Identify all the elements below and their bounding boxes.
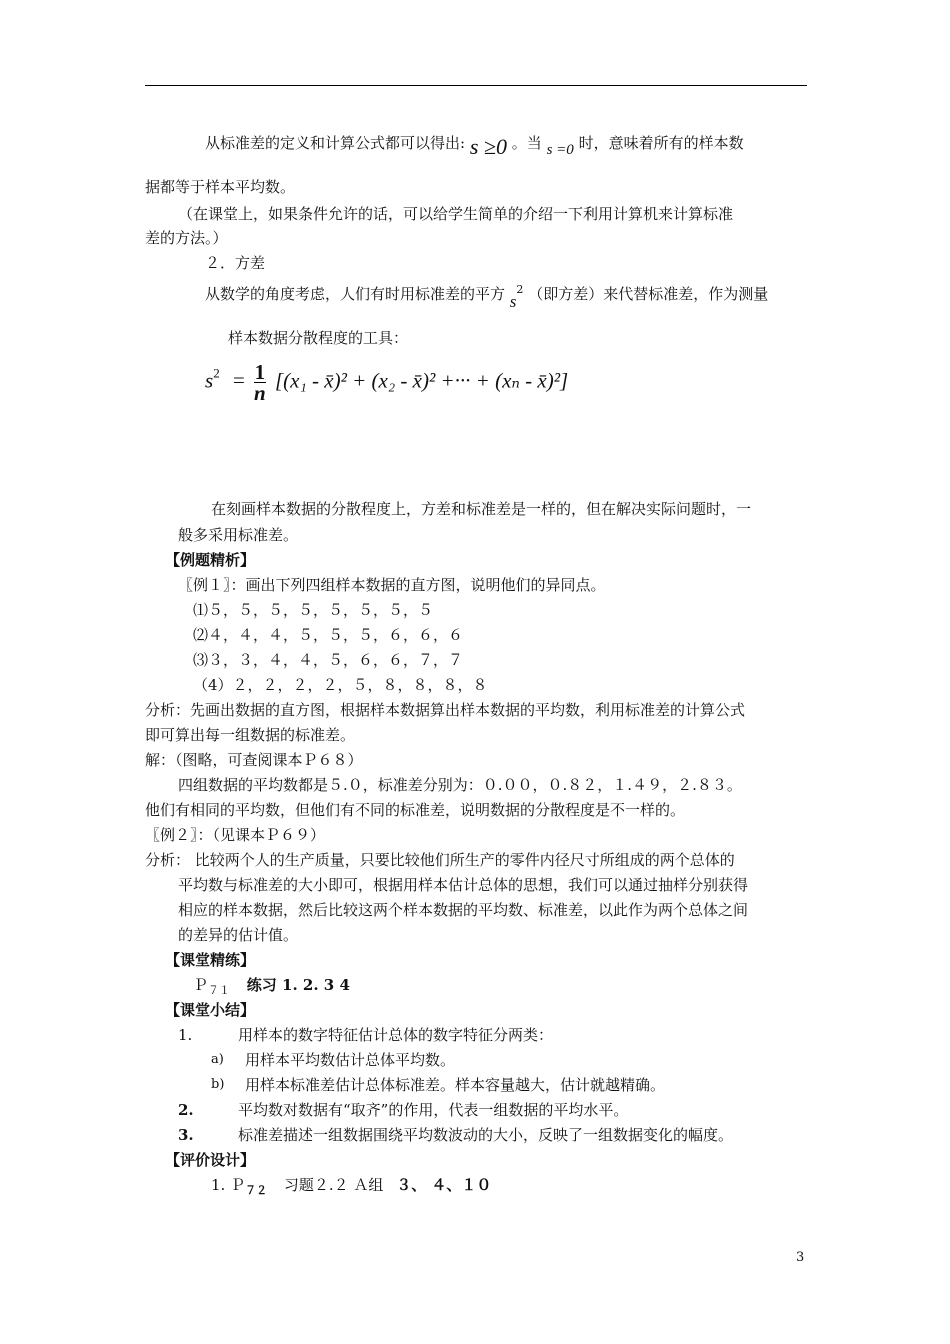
section-heading: ２．方差	[205, 254, 266, 272]
exercise-numbers: ３、 ４、１０	[396, 1176, 492, 1194]
fraction-numerator: 1	[254, 360, 266, 384]
text-line	[205, 280, 769, 311]
text-line: 的差异的估计值。	[178, 926, 299, 944]
summary-text: 标准差描述一组数据围绕平均数波动的大小，反映了一组数据变化的幅度。	[238, 1126, 734, 1144]
text-line: 分析：先画出数据的直方图，根据样本数据算出样本数据的平均数，利用标准差的计算公式	[145, 701, 746, 719]
text-line: 四组数据的平均数都是５.０，标准差分别为：０.００，０.８２，１.４９，２.８３。	[178, 776, 742, 794]
text-segment: 1. Ｐ	[211, 1176, 246, 1194]
text-line: 样本数据分散程度的工具：	[228, 329, 409, 347]
summary-subnumber: a)	[211, 1052, 224, 1067]
page-number: 3	[796, 1250, 805, 1265]
practice-line	[193, 975, 350, 1001]
text-line: 〖例１〗：画出下列四组样本数据的直方图，说明他们的异同点。	[178, 576, 606, 594]
section-heading: 【例题精析】	[165, 551, 256, 569]
data-row: ⑵４，４，４，５，５，５，６，６，６	[193, 626, 464, 644]
summary-text: 平均数对数据有“取齐”的作用，代表一组数据的平均水平。	[238, 1101, 629, 1119]
summary-text: 用样本标准差估计总体标准差。样本容量越大，估计就越精确。	[245, 1076, 666, 1094]
assignment-line	[211, 1175, 491, 1201]
text-line: 分析： 比较两个人的生产质量，只要比较他们所生产的零件内径尺寸所组成的两个总体的	[145, 851, 735, 869]
variance-formula	[205, 362, 568, 403]
data-row: ⑶３，３，４，４，５，６，６，７，７	[193, 651, 464, 669]
section-heading: 【课堂小结】	[165, 1001, 256, 1019]
practice-items: 练习 1. 2. 3 4	[246, 976, 350, 994]
text-line: 解：（图略，可查阅课本Ｐ６８）	[145, 751, 363, 769]
math-equation: s =0	[546, 142, 574, 158]
math-inequality: s ≥0	[469, 134, 507, 159]
text-line: 在刻画样本数据的分散程度上，方差和标准差是一样的，但在解决实际问题时，一	[211, 500, 752, 518]
formula-lhs: s	[205, 368, 214, 393]
data-row: ⑴５，５，５，５，５，５，５，５	[193, 601, 434, 619]
summary-number: 2.	[178, 1101, 194, 1119]
text-segment: （即方差）来代替标准差，作为测量	[528, 285, 769, 303]
page-subscript: ７２	[245, 1184, 268, 1197]
text-segment: 从标准差的定义和计算公式都可以得出:	[205, 134, 466, 152]
text-line: 平均数与标准差的大小即可，根据用样本估计总体的思想，我们可以通过抽样分别获得	[178, 876, 749, 894]
math-s: s	[509, 292, 517, 311]
header-rule	[145, 85, 807, 86]
summary-text: 用样本的数字特征估计总体的数字特征分两类：	[238, 1026, 554, 1044]
text-line: 相应的样本数据，然后比较这两个样本数据的平均数、标准差，以此作为两个总体之间	[178, 901, 749, 919]
data-row: （4）２，２，２，２，５，８，８，８，８	[193, 676, 488, 694]
summary-subnumber: b)	[211, 1077, 225, 1092]
text-segment: Ｐ	[193, 976, 209, 994]
math-superscript: 2	[516, 283, 524, 296]
section-heading: 【评价设计】	[165, 1151, 256, 1169]
text-line: 即可算出每一组数据的标准差。	[145, 726, 356, 744]
text-segment: 从数学的角度考虑，人们有时用标准差的平方	[205, 285, 506, 303]
page-subscript: ７１	[208, 984, 231, 997]
formula-fraction	[254, 362, 266, 403]
text-line: 据都等于样本平均数。	[145, 178, 296, 196]
formula-equals: =	[232, 368, 245, 393]
text-line: 差的方法。）	[145, 229, 228, 247]
text-segment: 时，意味着所有的样本数	[578, 134, 744, 152]
formula-body: [(x₁ - x̄)² + (x₂ - x̄)² +··· + (xₙ - x̄)²]	[274, 368, 569, 393]
text-line: 〖例２〗：（见课本Ｐ６９）	[145, 826, 326, 844]
text-line: 他们有相同的平均数，但他们有不同的标准差，说明数据的分散程度是不一样的。	[145, 801, 686, 819]
summary-number: 1.	[178, 1026, 193, 1044]
text-segment: 。当	[511, 134, 542, 152]
text-line	[205, 131, 744, 159]
text-line: （在课堂上，如果条件允许的话，可以给学生简单的介绍一下利用计算机来计算标准	[178, 205, 734, 223]
fraction-denominator: n	[254, 381, 266, 405]
formula-lhs-sup: 2	[213, 365, 220, 381]
section-heading: 【课堂精练】	[165, 951, 256, 969]
text-line: 般多采用标准差。	[178, 526, 299, 544]
summary-number: 3.	[178, 1126, 194, 1144]
text-segment: 习题２.２ Ａ组	[283, 1176, 384, 1194]
summary-text: 用样本平均数估计总体平均数。	[245, 1051, 456, 1069]
